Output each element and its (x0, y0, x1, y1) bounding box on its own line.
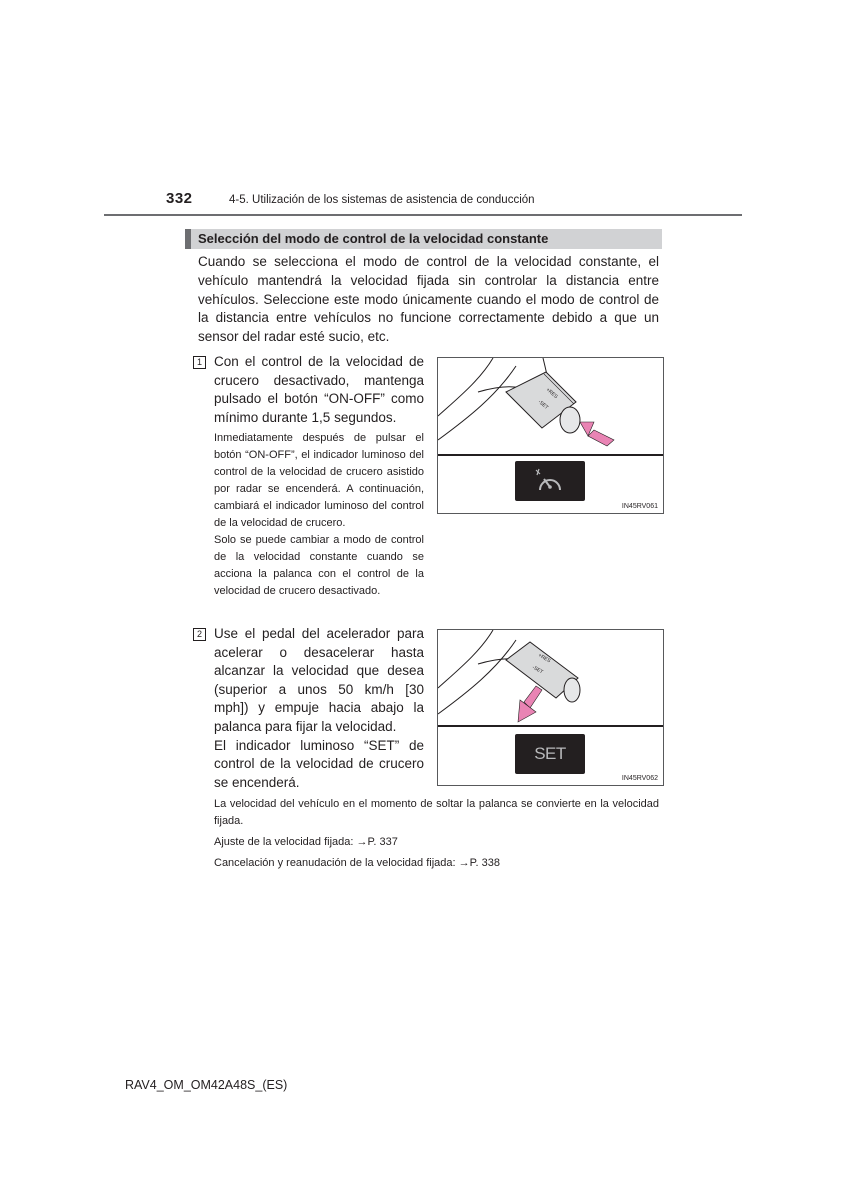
step-2-text: Use el pedal del acelerador para acelerar o desacelerar hasta alcanzar la velocidad que desea (superior a unos 50 km/h [30 mph]) y empuje hacia abajo la palanca para fijar la velocidad. (214, 626, 424, 734)
figure-set-lever (437, 629, 664, 786)
intro-paragraph: Cuando se selecciona el modo de control de la velocidad constante, el vehículo mantendrá la velocidad fijada sin controlar la distancia entre vehículos. Seleccione este modo únicamente cuando el modo de control de la distancia entre vehículos no funcione correctamente debido a que un sensor del radar esté sucio, etc. (198, 254, 659, 345)
lever-label-set: -SET (536, 398, 550, 411)
header-rule (104, 214, 742, 216)
note-set-speed: La velocidad del vehículo en el momento de soltar la palanca se convierte en la velocidad fijada. (214, 798, 659, 827)
step-1-note-1: Inmediatamente después de pulsar el botón “ON-OFF”, el indicador luminoso del control de la velocidad de crucero asistido por radar se encenderá. A continuación, cambiará el indicador luminoso del control de la velocidad de crucero. (214, 432, 424, 529)
step-1-notes (214, 430, 424, 600)
figure-2-code: IN45RV062 (621, 775, 658, 782)
section-heading-bar (185, 229, 662, 249)
step-2-text-2: El indicador luminoso “SET” de control de la velocidad de crucero se encenderá. (214, 737, 424, 790)
step-1-number: 1 (193, 356, 206, 369)
lever-label-res: +RES (544, 386, 559, 401)
cruise-indicator-display (515, 461, 585, 501)
section-heading: Selección del modo de control de la velocidad constante (198, 231, 549, 246)
figure-on-off-button (437, 357, 664, 514)
step-2-content (214, 625, 424, 792)
step-1-note-2: Solo se puede cambiar a modo de control de la velocidad constante cuando se acciona la palanca con el control de la velocidad de crucero desactivado. (214, 534, 424, 597)
lever-2-label-set: -SET (531, 664, 544, 676)
set-indicator-display (515, 734, 585, 774)
figure-2-separator (438, 725, 663, 727)
footer-document-code: RAV4_OM_OM42A48S_(ES) (125, 1078, 288, 1092)
cruise-control-speedometer-icon (515, 461, 585, 501)
closing-notes (214, 796, 659, 872)
step-1-text: Con el control de la velocidad de crucero desactivado, mantenga pulsado el botón “ON-OFF” como mínimo durante 1,5 segundos. (214, 354, 424, 425)
note-adjust-reference: Ajuste de la velocidad fijada: →P. 337 (214, 836, 398, 848)
set-indicator-text: SET (534, 744, 566, 763)
lever-illustration (438, 358, 663, 450)
page-number: 332 (166, 190, 193, 207)
figure-1-code: IN45RV061 (621, 503, 658, 510)
lever-2-label-res: +RES (537, 652, 552, 665)
section-title: 4-5. Utilización de los sistemas de asistencia de conducción (229, 194, 535, 206)
note-cancel-reference: Cancelación y reanudación de la velocidad fijada: →P. 338 (214, 857, 500, 869)
lever-illustration-2 (438, 630, 663, 725)
figure-1-separator (438, 454, 663, 456)
step-2-number: 2 (193, 628, 206, 641)
